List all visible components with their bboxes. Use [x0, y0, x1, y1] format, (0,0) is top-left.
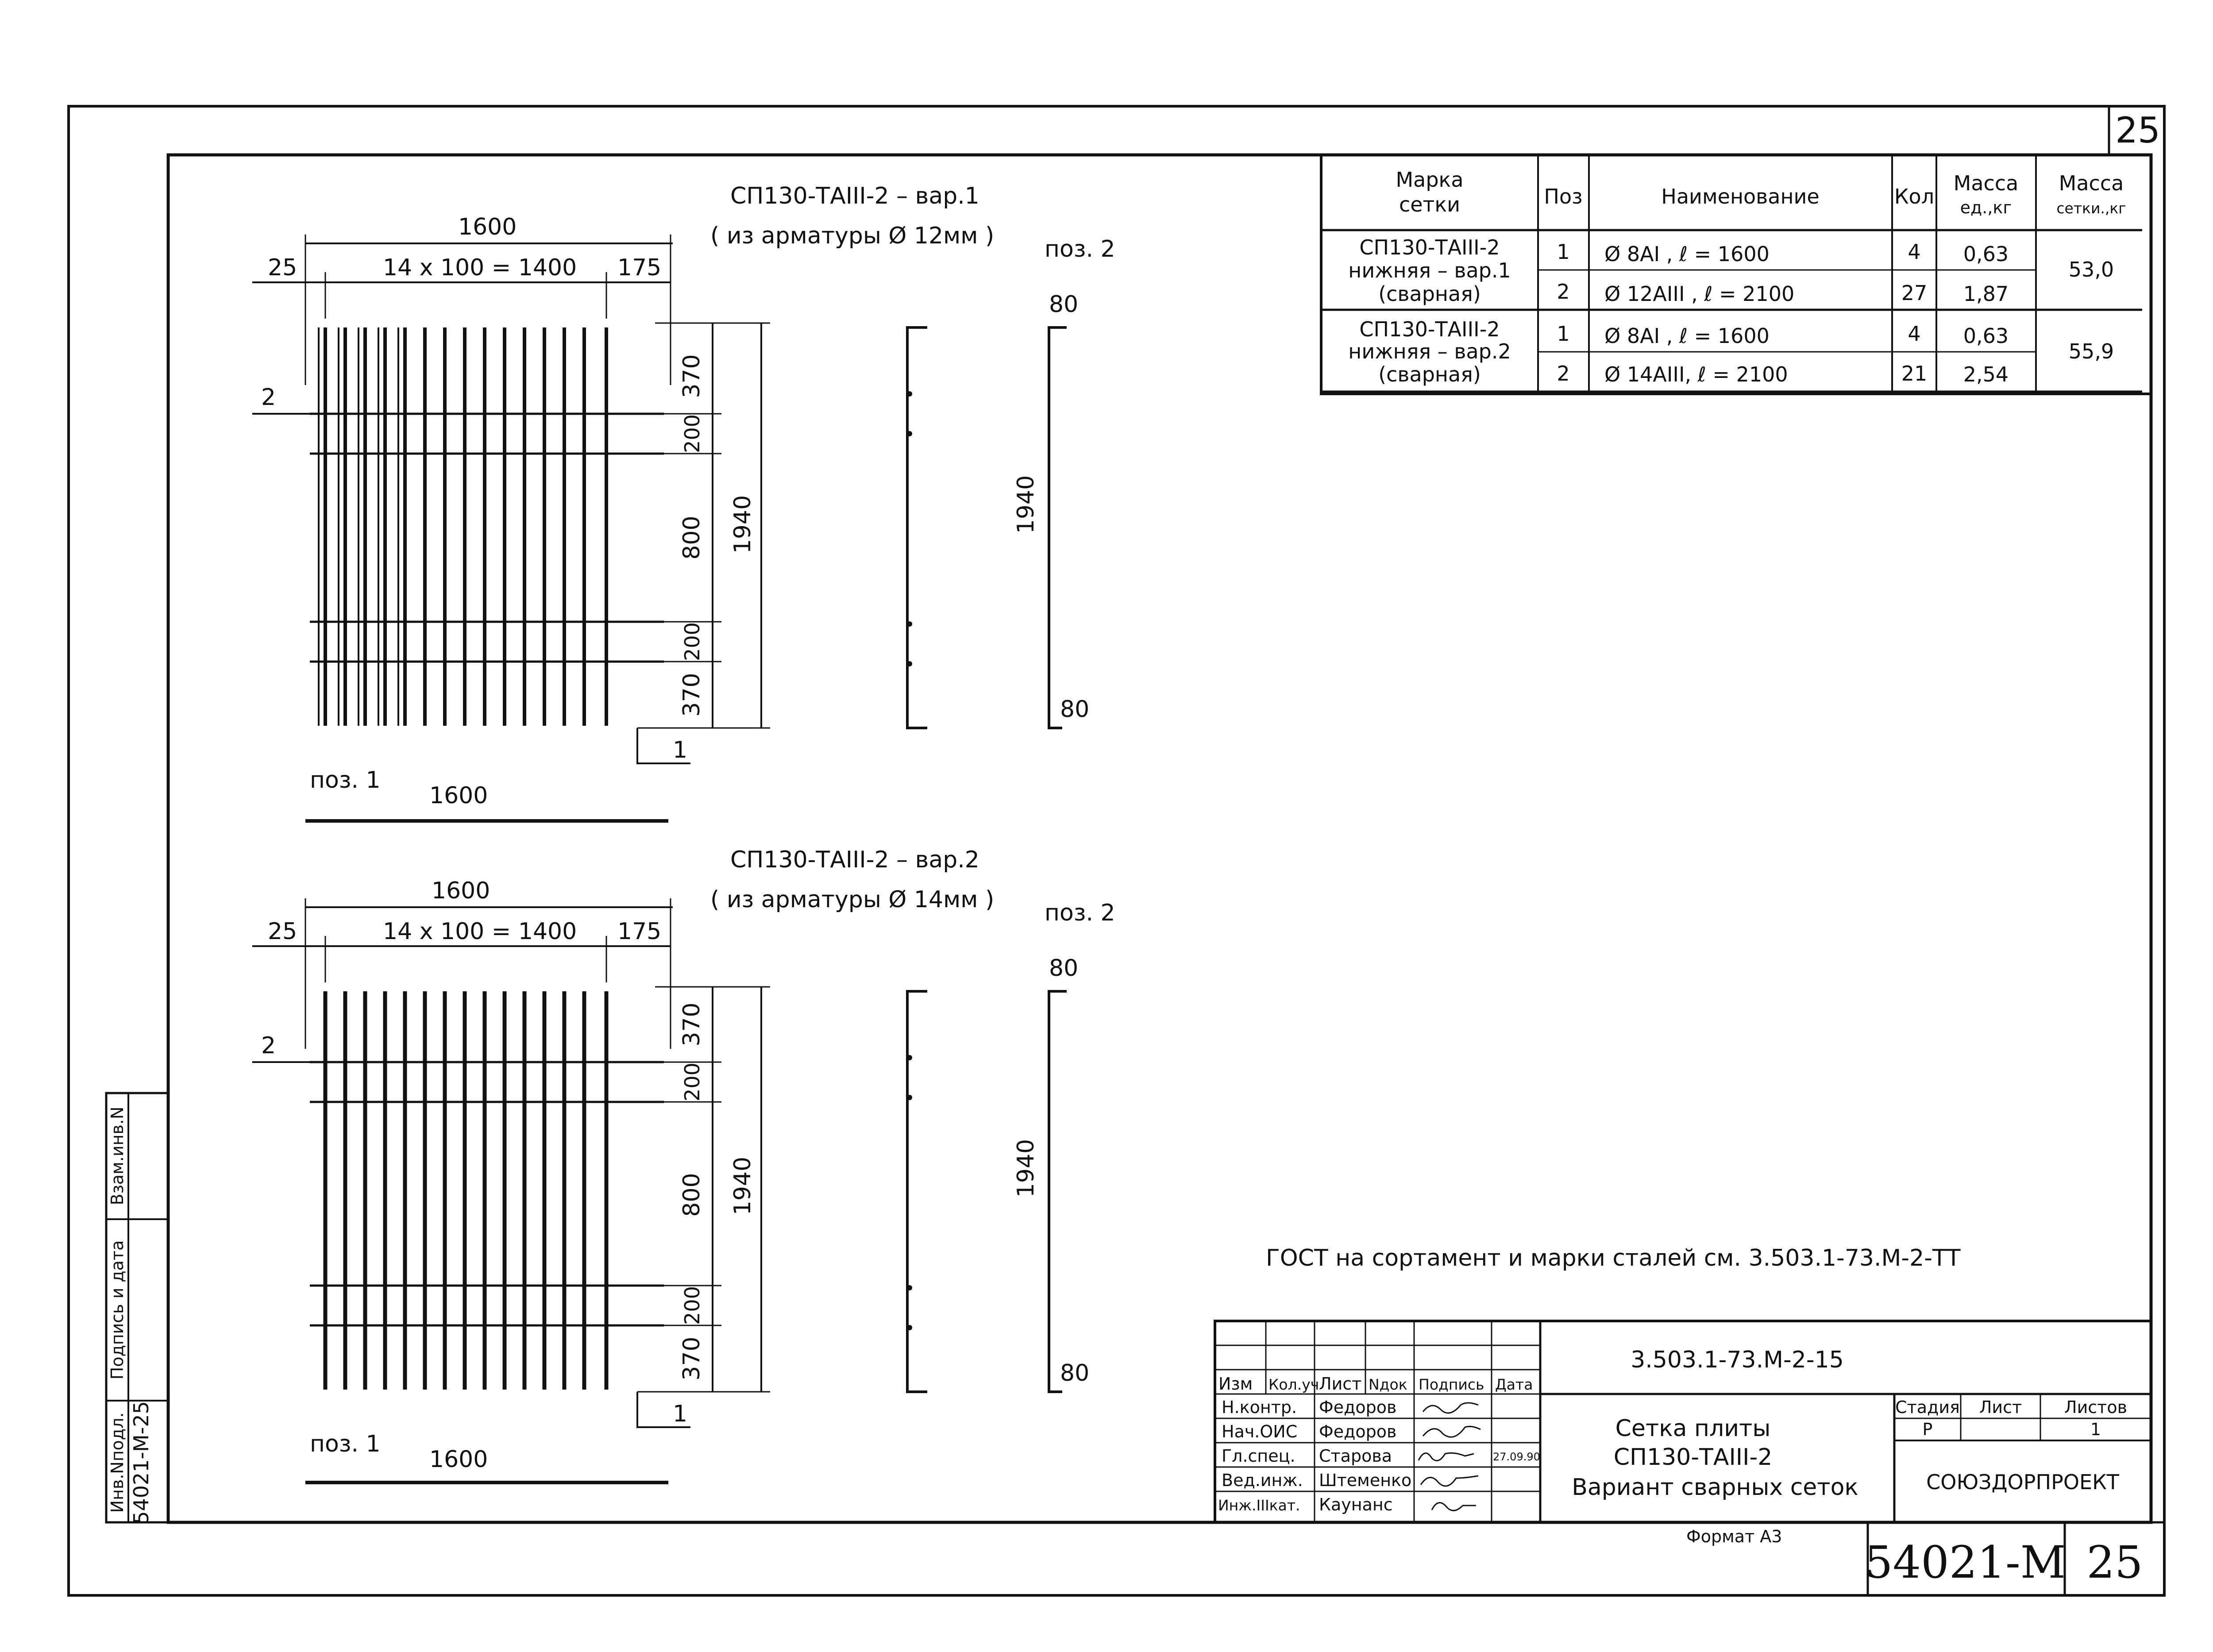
v2-dim-pitch: 14 x 100 = 1400	[383, 918, 577, 945]
g2-r2-pos: 2	[1557, 362, 1570, 385]
hdr-pos: Поз	[1544, 185, 1583, 208]
v2-dim-total-width: 1600	[432, 878, 490, 904]
top-page-number: 25	[2115, 110, 2160, 151]
v1-dim-height: 1940	[729, 495, 756, 554]
v2-pos1-length: 1600	[429, 1446, 488, 1473]
tb-organization: СОЮЗДОРПРОЕКТ	[1926, 1470, 2119, 1494]
v1-pos2-label: поз. 2	[1045, 236, 1115, 262]
v2-dim-bottom-seg: 370	[679, 1336, 705, 1381]
outer-frame	[69, 106, 2164, 1595]
tb-name-2: Федоров	[1319, 1422, 1397, 1441]
variant-1-title: СП130-ТАIII-2 – вар.1	[730, 183, 979, 209]
v1-dim-left-offset: 25	[268, 254, 297, 281]
g2-r2-name: Ø 14AIII, ℓ = 2100	[1604, 362, 1788, 386]
tb-sheets-hdr: Листов	[2064, 1398, 2127, 1417]
g1-r2-name: Ø 12AIII , ℓ = 2100	[1604, 282, 1795, 306]
gost-note: ГОСТ на сортамент и марки сталей см. 3.503.1-73.М-2-ТТ	[1266, 1245, 1961, 1271]
hdr-unit-mass-1: Масса	[1953, 171, 2019, 195]
hdr-total-mass-1: Масса	[2059, 171, 2124, 195]
tb-desc-1: Сетка плиты	[1615, 1415, 1771, 1442]
v2-pos2-height: 1940	[1013, 1139, 1039, 1198]
v1-left-mark: 2	[261, 384, 276, 411]
g1-mark-3: (сварная)	[1378, 282, 1481, 306]
v2-left-mark: 2	[261, 1032, 276, 1059]
g1-r1-name: Ø 8AI , ℓ = 1600	[1604, 242, 1770, 266]
tb-hdr-ndok: Nдок	[1369, 1376, 1407, 1393]
v2-dim-seg2: 200	[680, 1063, 704, 1101]
g2-r1-name: Ø 8AI , ℓ = 1600	[1604, 324, 1770, 348]
tb-date-3: 27.09.90	[1493, 1451, 1540, 1463]
top-page-number-box	[2109, 106, 2160, 155]
v1-pos1-length: 1600	[429, 782, 488, 809]
g2-mark-2: нижняя – вар.2	[1348, 339, 1511, 363]
tb-desc-3: Вариант сварных сеток	[1572, 1474, 1858, 1501]
tb-role-1: Н.контр.	[1222, 1398, 1297, 1417]
v1-dim-seg2: 200	[680, 414, 704, 453]
v2-pos1-label: поз. 1	[310, 1431, 381, 1457]
variant-2-subtitle: ( из арматуры Ø 14мм )	[710, 886, 995, 913]
g1-r2-mass: 1,87	[1963, 282, 2009, 306]
v1-dim-seg4: 200	[680, 622, 704, 661]
v1-pos2-section	[907, 327, 927, 728]
hdr-total-mass-2: сетки.,кг	[2056, 200, 2126, 217]
tb-hdr-list: Лист	[1319, 1374, 1362, 1394]
v2-dim-left-offset: 25	[268, 918, 297, 945]
g2-r2-qty: 21	[1901, 362, 1928, 385]
v2-bottom-overhang: 1	[673, 1401, 688, 1427]
g2-r2-mass: 2,54	[1963, 362, 2009, 386]
tb-name-3: Старова	[1319, 1446, 1392, 1466]
side-label-sign: Подпись и дата	[108, 1240, 127, 1380]
tb-name-5: Каунанс	[1319, 1495, 1393, 1514]
tb-role-5: Инж.IIIкат.	[1218, 1497, 1300, 1514]
tb-sheets-val: 1	[2090, 1420, 2101, 1439]
v1-dim-pitch: 14 x 100 = 1400	[383, 254, 577, 281]
v2-pos2-section	[907, 991, 927, 1392]
g1-r1-qty: 4	[1908, 240, 1921, 264]
tb-role-2: Нач.ОИС	[1222, 1422, 1298, 1441]
v1-pos2-bar	[1049, 327, 1067, 728]
g1-mark-1: СП130-ТАIII-2	[1359, 235, 1500, 259]
g1-total-mass: 53,0	[2068, 258, 2114, 281]
tb-stage-val: Р	[1922, 1420, 1933, 1439]
tb-role-4: Вед.инж.	[1222, 1471, 1303, 1490]
tb-hdr-koluch: Кол.уч	[1268, 1376, 1319, 1393]
v2-pos2-bottom: 80	[1060, 1360, 1090, 1386]
variant-1-drawing	[252, 183, 1115, 821]
hdr-name: Наименование	[1661, 185, 1820, 208]
g1-r1-mass: 0,63	[1963, 242, 2009, 266]
tb-hdr-izm: Изм	[1218, 1374, 1253, 1394]
g1-r2-qty: 27	[1901, 281, 1928, 305]
tb-doc-code: 3.503.1-73.М-2-15	[1631, 1347, 1844, 1373]
tb-sheet-hdr: Лист	[1979, 1398, 2022, 1417]
v2-dim-right-offset: 175	[617, 918, 662, 945]
v1-dim-bottom-seg: 370	[679, 673, 705, 717]
v1-pos1-label: поз. 1	[310, 767, 381, 793]
spec-table	[1321, 155, 2151, 394]
v2-pos2-label: поз. 2	[1045, 900, 1115, 926]
side-label-inv: Инв.Nподл.	[108, 1412, 127, 1513]
tb-name-4: Штеменко	[1319, 1471, 1412, 1490]
format-label: Формат А3	[1686, 1527, 1782, 1546]
v1-pos2-bottom: 80	[1060, 696, 1090, 723]
g2-mark-1: СП130-ТАIII-2	[1359, 317, 1500, 341]
variant-2-title: СП130-ТАIII-2 – вар.2	[730, 847, 979, 873]
v1-bottom-overhang: 1	[673, 737, 688, 763]
v2-pos2-bar	[1049, 991, 1067, 1392]
v1-dim-right-offset: 175	[617, 254, 662, 281]
variant-2-drawing	[252, 847, 1115, 1483]
side-inv-value: 54021-М-25	[129, 1401, 153, 1524]
v2-dim-height: 1940	[729, 1156, 756, 1216]
side-stamp	[106, 1093, 168, 1524]
g1-r2-pos: 2	[1557, 280, 1570, 304]
v2-dim-top-seg: 370	[679, 1002, 705, 1047]
v1-pos2-top: 80	[1049, 291, 1079, 318]
tb-desc-2: СП130-ТАIII-2	[1613, 1444, 1773, 1471]
hdr-qty: Кол	[1894, 185, 1935, 208]
v1-pos2-height: 1940	[1013, 475, 1039, 534]
v2-pos2-top: 80	[1049, 955, 1079, 982]
hdr-unit-mass-2: ед.,кг	[1960, 198, 2012, 217]
hdr-mark-2: сетки	[1399, 193, 1461, 216]
v1-dim-total-width: 1600	[458, 214, 517, 240]
hdr-mark-1: Марка	[1396, 168, 1464, 192]
g2-r1-pos: 1	[1557, 322, 1570, 346]
v1-dim-mid: 800	[679, 516, 705, 560]
v2-dim-seg4: 200	[680, 1286, 704, 1325]
g2-r1-mass: 0,63	[1963, 324, 2009, 348]
g1-r1-pos: 1	[1557, 240, 1570, 264]
bottom-sheet-code: 54021-М	[1864, 1536, 2066, 1588]
tb-hdr-podpis: Подпись	[1419, 1376, 1484, 1393]
g2-r1-qty: 4	[1908, 322, 1921, 346]
tb-stage-hdr: Стадия	[1895, 1398, 1960, 1417]
g2-total-mass: 55,9	[2068, 339, 2114, 363]
v2-dim-mid: 800	[679, 1173, 705, 1217]
tb-role-3: Гл.спец.	[1222, 1446, 1295, 1466]
g2-mark-3: (сварная)	[1378, 362, 1481, 386]
bottom-page-number: 25	[2086, 1536, 2143, 1588]
bottom-stamp	[1865, 1522, 2164, 1595]
tb-hdr-data: Дата	[1495, 1376, 1533, 1393]
g1-mark-2: нижняя – вар.1	[1348, 258, 1511, 282]
title-block	[1215, 1321, 2151, 1522]
tb-name-1: Федоров	[1319, 1398, 1397, 1417]
v1-dim-top-seg: 370	[679, 354, 705, 398]
side-label-vzam: Взам.инв.N	[108, 1106, 127, 1205]
signature-scribbles	[1419, 1403, 1480, 1510]
variant-1-subtitle: ( из арматуры Ø 12мм )	[710, 223, 995, 249]
